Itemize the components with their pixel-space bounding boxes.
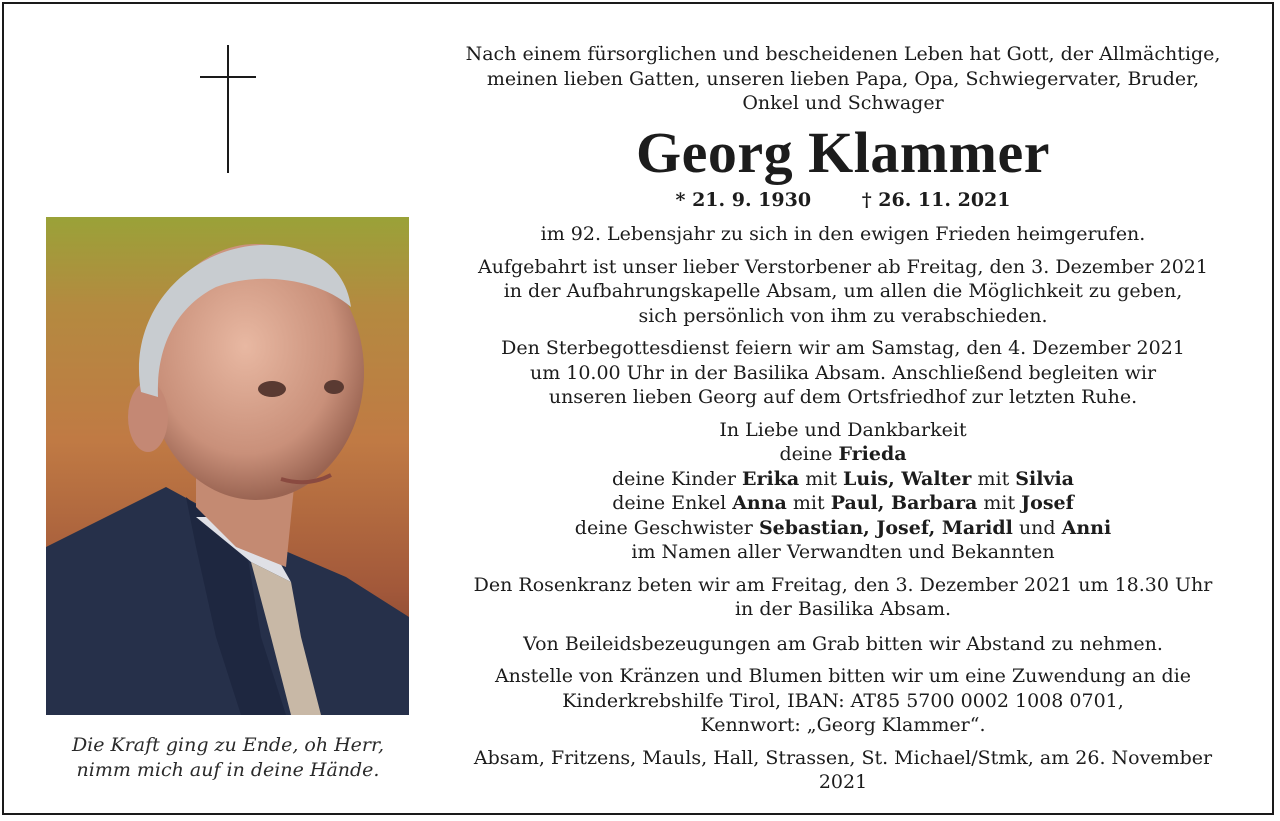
rosary-line: Den Rosenkranz beten wir am Freitag, den 3. Dezember 2021 um 18.30 Uhr (473, 573, 1213, 596)
donation-line: Anstelle von Kränzen und Blumen bitten wir um eine Zuwendung an die (494, 665, 1192, 687)
intro-line: Nach einem fürsorglichen und bescheidenen Leben hat Gott, der Allmächtige, (465, 43, 1221, 65)
obituary-text (452, 42, 1234, 795)
place-date-line: Absam, Fritzens, Mauls, Hall, Strassen, St. Michael/Stmk, am 26. November 2021 (473, 746, 1213, 793)
donation-line: Kinderkrebshilfe Tirol, IBAN: AT85 5700 0002 1008 0701, (562, 689, 1124, 712)
birth-date: * 21. 9. 1930 (675, 188, 812, 211)
viewing-line: in der Aufbahrungskapelle Absam, um allen die Möglichkeit zu geben, (503, 280, 1183, 302)
intro-line: Onkel und Schwager (742, 92, 944, 114)
funeral-line: um 10.00 Uhr in der Basilika Absam. Anschließend begleiten wir (529, 361, 1157, 384)
death-date: † 26. 11. 2021 (861, 188, 1011, 211)
quote-line: nimm mich auf in deine Hände. (76, 759, 380, 781)
rosary-line: in der Basilika Absam. (734, 598, 952, 620)
family-intro: In Liebe und Dankbarkeit (719, 418, 967, 441)
viewing-line: sich persönlich von ihm zu verabschieden. (638, 304, 1048, 327)
memorial-quote (40, 733, 416, 783)
condolences-line: Von Beileidsbezeugungen am Grab bitten wir Abstand zu nehmen. (523, 632, 1163, 655)
family-relatives: im Namen aller Verwandten und Bekannten (631, 541, 1055, 563)
life-dates (452, 188, 1234, 213)
donation-line: Kennwort: „Georg Klammer“. (700, 714, 986, 736)
family-children: deine Kinder Erika mit Luis, Walter mit Silvia (611, 467, 1074, 490)
quote-line: Die Kraft ging zu Ende, oh Herr, (71, 734, 385, 756)
family-siblings: deine Geschwister Sebastian, Josef, Maridl und Anni (574, 516, 1112, 539)
family-grandchildren: deine Enkel Anna mit Paul, Barbara mit Josef (612, 492, 1074, 514)
portrait-photo (46, 217, 409, 715)
age-line: im 92. Lebensjahr zu sich in den ewigen Frieden heimgerufen. (540, 223, 1146, 245)
funeral-line: Den Sterbegottesdienst feiern wir am Samstag, den 4. Dezember 2021 (501, 337, 1185, 359)
viewing-line: Aufgebahrt ist unser lieber Verstorbener ab Freitag, den 3. Dezember 2021 (478, 255, 1208, 278)
deceased-name: Georg Klammer (636, 119, 1050, 185)
funeral-line: unseren lieben Georg auf dem Ortsfriedhof zur letzten Ruhe. (548, 386, 1138, 408)
intro-line: meinen lieben Gatten, unseren lieben Papa, Opa, Schwiegervater, Bruder, (486, 67, 1200, 90)
family-wife: deine Frieda (779, 443, 907, 465)
